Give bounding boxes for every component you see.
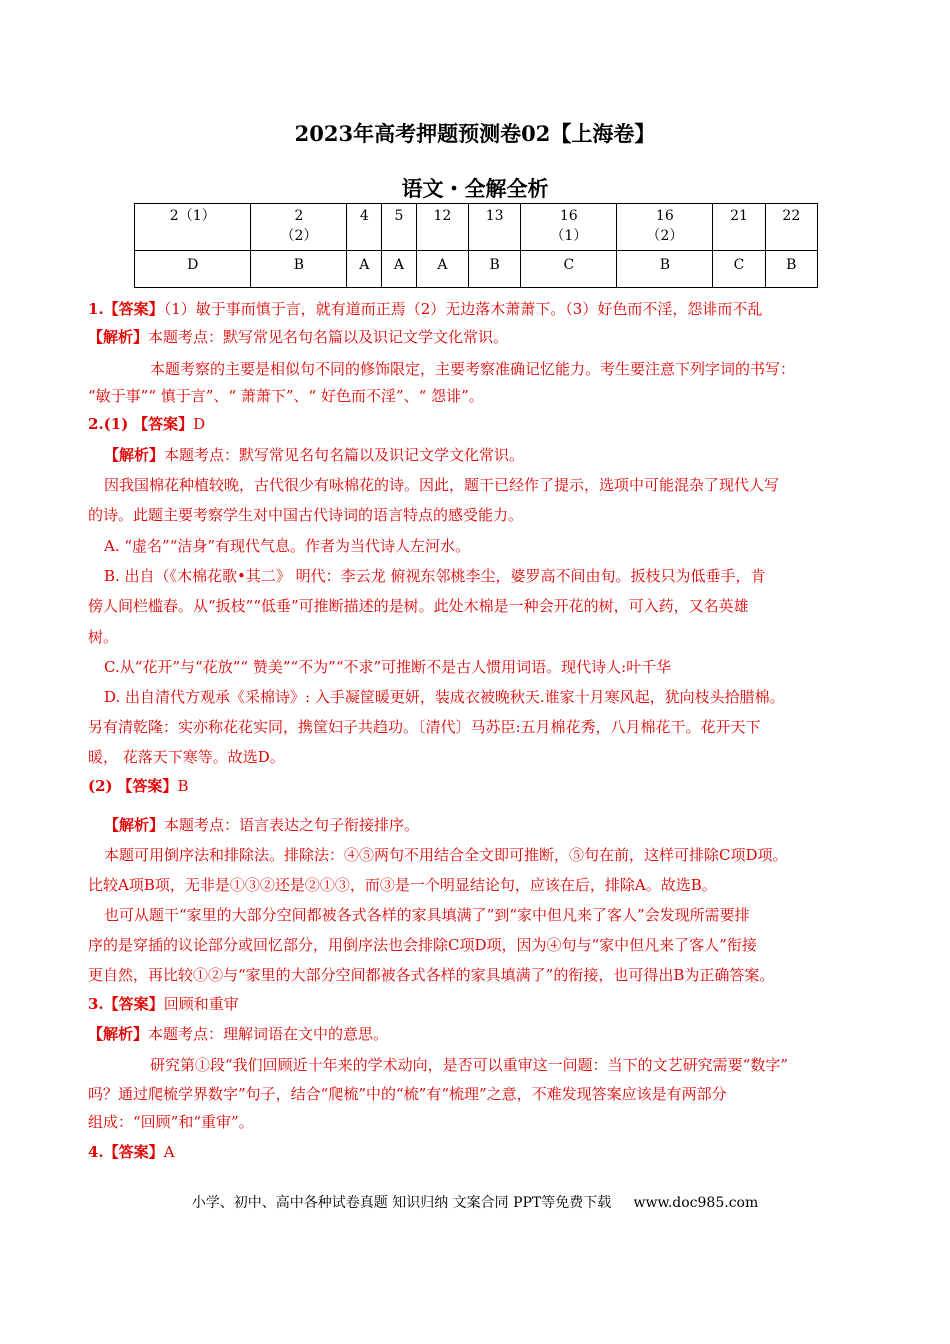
answer-table-header-cell bbox=[251, 204, 347, 251]
q2-2-number: (2) bbox=[88, 777, 113, 795]
answer-table-value-cell: A bbox=[416, 251, 468, 288]
q2-2-para4: 序的是穿插的议论部分或回忆部分，用倒序法也会排除C项D项，因为④句与“家中但凡来了客人”衔接 bbox=[88, 936, 757, 954]
q2-1-option-d-line2: 另有清乾隆：实亦称花花实同，携筐妇子共趋功。〔清代〕马苏臣:五月棉花秀，八月棉花干。花开天下 bbox=[88, 718, 761, 736]
header-cell-line: 12 bbox=[433, 208, 452, 224]
answer-table-value-cell: C bbox=[713, 251, 765, 288]
q2-2-analysis: 本题考点：语言表达之句子衔接排序。 bbox=[164, 816, 420, 834]
q1-analysis-label: 【解析】 bbox=[88, 328, 149, 346]
q2-2-analysis-label: 【解析】 bbox=[104, 816, 165, 834]
answer-table-header-cell bbox=[713, 204, 765, 251]
q2-1-answer-line bbox=[88, 409, 878, 439]
header-cell-line: 13 bbox=[485, 208, 504, 224]
q1-analysis: 本题考点：默写常见名句名篇以及识记文学文化常识。 bbox=[148, 328, 509, 346]
answer-table-value-cell: B bbox=[617, 251, 713, 288]
q2-1-option-b-line1: B. 出自（《木棉花歌•其二》 明代：李云龙 俯视东邻桃李尘，婆罗高不间由旬。扳枝只为低垂手，肯 bbox=[104, 567, 766, 585]
q2-2-para5: 更自然，再比较①②与“家里的大部分空间都被各式各样的家具填满了”的衔接，也可得出B为正确答案。 bbox=[88, 966, 775, 984]
q4-answer-line bbox=[88, 1137, 878, 1167]
page-footer bbox=[0, 1192, 950, 1212]
header-cell-line: （1） bbox=[550, 228, 588, 244]
q1-para1: 本题考察的主要是相似句不同的修饰限定，主要考察准确记忆能力。考生要注意下列字词的书写： bbox=[150, 360, 796, 378]
q2-2-answer-line bbox=[88, 771, 878, 801]
q3-answer: 回顾和重审 bbox=[163, 995, 239, 1013]
q2-1-number: 2.(1) bbox=[88, 415, 129, 433]
header-cell-line: （2） bbox=[646, 228, 684, 244]
header-cell-line: 2（1） bbox=[169, 208, 216, 224]
header-cell-line: 21 bbox=[730, 208, 748, 224]
answer-table-value-cell: B bbox=[765, 251, 817, 288]
q2-2-para3: 也可从题干“家里的大部分空间都被各式各样的家具填满了”到“家中但凡来了客人”会发现所需要排 bbox=[104, 906, 750, 924]
header-cell-line: 4 bbox=[359, 208, 369, 224]
q2-2-answer-label: 【答案】 bbox=[117, 777, 178, 795]
answer-table-value-cell: D bbox=[135, 251, 251, 288]
q4-number: 4. bbox=[88, 1143, 104, 1161]
q3-analysis-line bbox=[88, 1019, 878, 1049]
q2-1-option-c: C.从“花开”与“花放”“ 赞美”“不为”“不求”可推断不是古人惯用词语。现代诗人:叶千华 bbox=[104, 658, 672, 676]
q4-answer-label: 【答案】 bbox=[103, 1143, 164, 1161]
q3-para2: 吗？通过爬梳学界数字”句子，结合“爬梳”中的“梳”有“梳理”之意，不难发现答案应该是有两部分 bbox=[88, 1085, 727, 1103]
header-cell-line: 16 bbox=[559, 208, 578, 224]
header-cell-line: 2 bbox=[294, 208, 304, 224]
q2-1-analysis: 本题考点：默写常见名句名篇以及识记文学文化常识。 bbox=[164, 446, 525, 464]
q4-answer: A bbox=[163, 1143, 175, 1161]
q3-para1: 研究第①段“我们回顾近十年来的学术动向，是否可以重审这一问题：当下的文艺研究需要“数字” bbox=[150, 1056, 789, 1074]
q2-1-option-a: A. “虚名”“洁身”有现代气息。作者为当代诗人左河水。 bbox=[104, 537, 471, 555]
answer-table-value-row bbox=[135, 251, 818, 288]
answer-table bbox=[134, 203, 818, 288]
answer-table-header-cell bbox=[135, 204, 251, 251]
answer-table-header-cell bbox=[347, 204, 382, 251]
q1-answer: （1）敏于事而慎于言，就有道而正焉（2）无边落木萧萧下。（3）好色而不淫，怨诽而不乱 bbox=[163, 300, 763, 318]
footer-url[interactable]: www.doc985.com bbox=[633, 1195, 759, 1211]
q2-1-answer: D bbox=[193, 415, 206, 433]
answer-table-header-cell bbox=[617, 204, 713, 251]
q3-analysis: 本题考点：理解词语在文中的意思。 bbox=[148, 1025, 389, 1043]
q1-analysis-line bbox=[88, 322, 878, 352]
q2-1-para1: 因我国棉花种植较晚，古代很少有咏棉花的诗。因此，题干已经作了提示，选项中可能混杂了现代人写 bbox=[104, 476, 780, 494]
q2-2-para2: 比较A项B项，无非是①③②还是②①③，而③是一个明显结论句，应该在后，排除A。故选B。 bbox=[88, 876, 717, 894]
q2-1-option-b-line3: 树。 bbox=[88, 628, 119, 646]
header-cell-line: 5 bbox=[394, 208, 404, 224]
q3-para3: 组成：“回顾”和“重审”。 bbox=[88, 1113, 254, 1131]
q2-1-option-d-line1: D. 出自清代方观承《采棉诗》: 入手凝筐暖更妍，装成衣被晚秋天.谁家十月寒风起，犹向枝头拾腊棉。 bbox=[104, 688, 785, 706]
answer-table-header-cell bbox=[382, 204, 417, 251]
q2-1-para2: 的诗。此题主要考察学生对中国古代诗词的语言特点的感受能力。 bbox=[88, 506, 524, 524]
answer-table-value-cell: A bbox=[347, 251, 382, 288]
header-cell-line: 16 bbox=[655, 208, 674, 224]
q3-answer-line bbox=[88, 989, 878, 1019]
q3-answer-label: 【答案】 bbox=[103, 995, 164, 1013]
q3-analysis-label: 【解析】 bbox=[88, 1025, 149, 1043]
q2-2-para1: 本题可用倒序法和排除法。排除法：④⑤两句不用结合全文即可推断，⑤句在前，这样可排除C项D项。 bbox=[104, 846, 788, 864]
q2-1-analysis-line bbox=[104, 440, 878, 470]
q3-number: 3. bbox=[88, 995, 104, 1013]
answer-table-header-cell bbox=[416, 204, 468, 251]
header-cell-line: （2） bbox=[280, 228, 318, 244]
answer-table-header-cell bbox=[469, 204, 521, 251]
q2-1-answer-label: 【答案】 bbox=[133, 415, 194, 433]
answer-table-header-cell bbox=[521, 204, 617, 251]
page-title: 2023年高考押题预测卷02【上海卷】 bbox=[294, 121, 656, 146]
q2-2-analysis-line bbox=[104, 810, 878, 840]
answer-table-value-cell: C bbox=[521, 251, 617, 288]
q1-answer-line bbox=[88, 294, 878, 324]
q1-para2: “敏于事”“ 慎于言”、“ 萧萧下”、“ 好色而不淫”、“ 怨诽”。 bbox=[88, 387, 484, 405]
header-cell-line: 22 bbox=[782, 208, 801, 224]
footer-text: 小学、初中、高中各种试卷真题 知识归纳 文案合同 PPT等免费下载 bbox=[191, 1195, 612, 1211]
answer-table-header-row bbox=[135, 204, 818, 251]
q1-answer-label: 【答案】 bbox=[103, 300, 164, 318]
answer-table-value-cell: B bbox=[469, 251, 521, 288]
q2-1-analysis-label: 【解析】 bbox=[104, 446, 165, 464]
q1-number: 1. bbox=[88, 300, 104, 318]
q2-2-answer: B bbox=[177, 777, 189, 795]
page-subtitle: 语文・全解全析 bbox=[401, 176, 549, 201]
answer-table-value-cell: A bbox=[382, 251, 417, 288]
q2-1-option-d-line3: 暖， 花落天下寒等。故选D。 bbox=[88, 748, 285, 766]
q2-1-option-b-line2: 傍人间栏槛春。从“扳枝”“低垂”可推断描述的是树。此处木棉是一种会开花的树，可入药，又名英雄 bbox=[88, 597, 749, 615]
answer-table-value-cell: B bbox=[251, 251, 347, 288]
answer-table-header-cell bbox=[765, 204, 817, 251]
